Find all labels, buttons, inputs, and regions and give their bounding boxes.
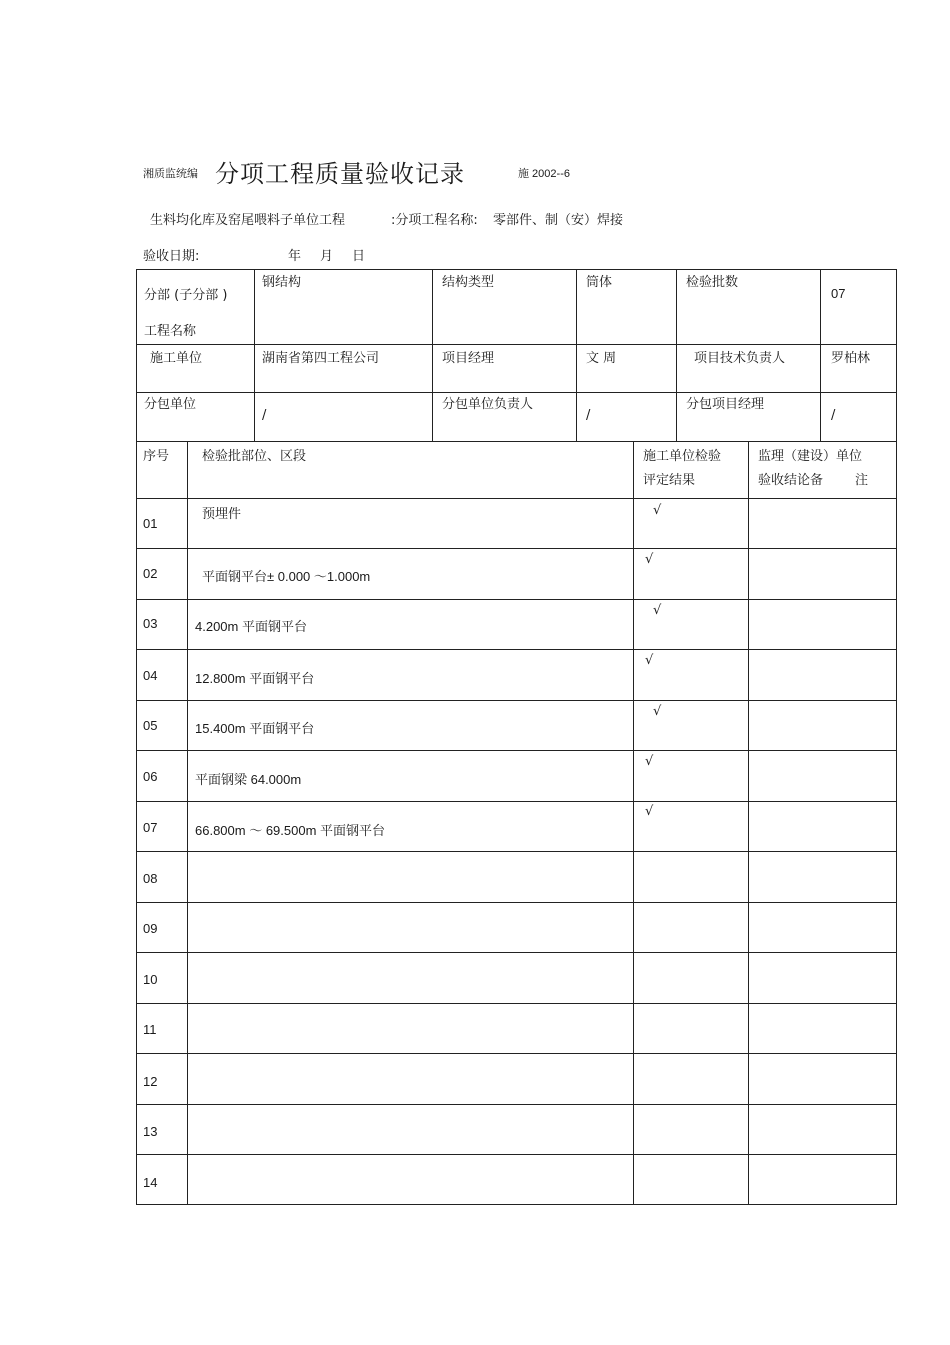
grid-line xyxy=(136,1104,897,1105)
division-label-line1: 分部 (子分部 ) xyxy=(144,288,228,303)
row-result: √ xyxy=(645,804,654,819)
row-seq: 03 xyxy=(143,616,158,631)
batch-count-label: 检验批数 xyxy=(686,275,739,290)
form-code: 施 2002--6 xyxy=(518,168,570,180)
header-sup-line1: 监理（建设）单位 xyxy=(758,449,863,464)
row-result: √ xyxy=(645,653,654,668)
subcontractor-value: / xyxy=(262,408,267,423)
header-eval-line2: 评定结果 xyxy=(643,473,696,488)
date-month: 月 xyxy=(320,249,334,264)
structure-type-label: 结构类型 xyxy=(442,275,495,290)
grid-line xyxy=(136,750,897,751)
division-value: 钢结构 xyxy=(262,275,302,290)
grid-line xyxy=(136,902,897,903)
subitem-name: 零部件、制（安）焊接 xyxy=(493,213,624,228)
grid-line xyxy=(676,269,677,441)
subcontractor-pm-label: 分包项目经理 xyxy=(686,397,765,412)
date-year: 年 xyxy=(288,249,302,264)
subcontractor-label: 分包单位 xyxy=(144,397,197,412)
grid-line xyxy=(136,599,897,600)
header-eval-line1: 施工单位检验 xyxy=(643,449,722,464)
date-label: 验收日期: xyxy=(143,249,200,264)
row-part: 平面钢梁 64.000m xyxy=(195,772,302,787)
row-seq: 09 xyxy=(143,921,158,936)
structure-type-value: 筒体 xyxy=(586,275,613,290)
row-seq: 01 xyxy=(143,516,158,531)
division-label-line2: 工程名称 xyxy=(144,324,197,339)
row-result: √ xyxy=(653,704,662,719)
grid-line xyxy=(136,1154,897,1155)
project-manager-label: 项目经理 xyxy=(442,351,495,366)
grid-line xyxy=(136,1053,897,1054)
tech-lead-label: 项目技术负责人 xyxy=(694,351,786,366)
grid-line xyxy=(136,441,897,442)
row-seq: 11 xyxy=(143,1022,157,1037)
grid-line xyxy=(136,1003,897,1004)
grid-line xyxy=(748,441,749,1205)
row-seq: 06 xyxy=(143,769,158,784)
row-seq: 13 xyxy=(143,1124,158,1139)
header-sup-line2: 验收结论备 xyxy=(758,473,824,488)
grid-line xyxy=(136,269,137,1205)
row-result: √ xyxy=(653,603,662,618)
header-part: 检验批部位、区段 xyxy=(202,449,307,464)
grid-line xyxy=(136,269,897,270)
grid-line xyxy=(187,441,188,1205)
contractor-value: 湖南省第四工程公司 xyxy=(262,351,380,366)
grid-line xyxy=(136,700,897,701)
row-seq: 12 xyxy=(143,1074,158,1089)
page-title: 分项工程质量验收记录 xyxy=(215,160,465,188)
header-seq: 序号 xyxy=(143,449,170,464)
row-part: 4.200m 平面钢平台 xyxy=(195,619,307,634)
row-seq: 10 xyxy=(143,972,158,987)
row-seq: 08 xyxy=(143,871,158,886)
grid-line xyxy=(136,952,897,953)
row-seq: 14 xyxy=(143,1175,158,1190)
subitem-label: :分项工程名称: xyxy=(391,213,478,228)
row-part: 66.800m ～ 69.500m 平面钢平台 xyxy=(195,823,386,838)
grid-line xyxy=(432,269,433,441)
grid-line xyxy=(136,344,897,345)
grid-line xyxy=(576,269,577,441)
grid-line xyxy=(136,649,897,650)
grid-line xyxy=(136,851,897,852)
grid-line xyxy=(820,269,821,441)
row-seq: 04 xyxy=(143,668,158,683)
row-part: 12.800m 平面钢平台 xyxy=(195,671,315,686)
row-seq: 05 xyxy=(143,718,158,733)
row-part: 预埋件 xyxy=(202,507,242,522)
grid-line xyxy=(136,498,897,499)
subcontractor-lead-value: / xyxy=(586,408,591,423)
project-manager-value: 文 周 xyxy=(586,351,617,366)
batch-count-value: 07 xyxy=(831,286,846,301)
subcontractor-pm-value: / xyxy=(831,408,836,423)
tech-lead-value: 罗柏林 xyxy=(831,351,871,366)
issuer-label: 湘质监统编 xyxy=(143,167,198,180)
grid-line xyxy=(136,548,897,549)
row-result: √ xyxy=(645,754,654,769)
row-seq: 02 xyxy=(143,566,158,581)
contractor-label: 施工单位 xyxy=(150,351,203,366)
grid-line xyxy=(136,1204,897,1205)
grid-line xyxy=(136,801,897,802)
unit-project-name: 生料均化库及窑尾喂料子单位工程 xyxy=(150,213,346,228)
row-part: 平面钢平台± 0.000 ～1.000m xyxy=(202,569,371,584)
grid-line xyxy=(896,269,897,1205)
grid-line xyxy=(633,441,634,1205)
row-part: 15.400m 平面钢平台 xyxy=(195,721,315,736)
row-seq: 07 xyxy=(143,820,158,835)
grid-line xyxy=(254,269,255,441)
subcontractor-lead-label: 分包单位负责人 xyxy=(442,397,534,412)
row-result: √ xyxy=(645,552,654,567)
date-day: 日 xyxy=(352,249,366,264)
row-result: √ xyxy=(653,503,662,518)
header-sup-note: 注 xyxy=(855,473,869,488)
